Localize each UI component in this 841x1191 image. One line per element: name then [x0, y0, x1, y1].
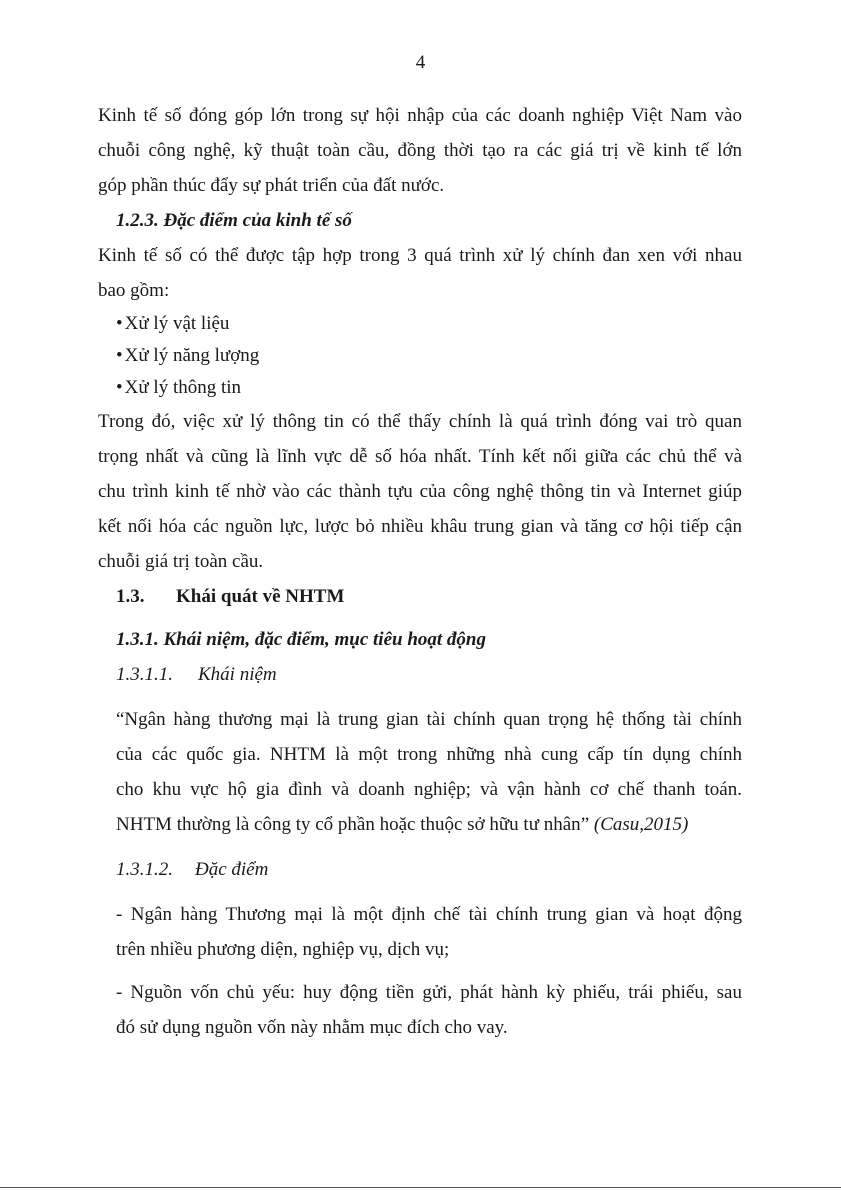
- heading-text: Đặc điểm: [195, 859, 269, 880]
- paragraph-information-processing: [98, 404, 742, 579]
- text-line: - Nguồn vốn chủ yếu: huy động tiền gửi, phát hành kỳ phiếu, trái phiếu, sau: [116, 982, 742, 1003]
- text-line: của các quốc gia. NHTM là một trong những nhà cung cấp tín dụng chính: [116, 744, 742, 765]
- heading-text: Khái quát về NHTM: [176, 586, 345, 607]
- text-line: đó sử dụng nguồn vốn này nhằm mục đích cho vay.: [116, 1017, 508, 1038]
- bullet-icon: •: [116, 377, 123, 398]
- text-line: trọng nhất và cũng là lĩnh vực dễ số hóa nhất. Tính kết nối giữa các chủ thể và: [98, 446, 742, 467]
- paragraph-digital-economy-contribution: [98, 98, 742, 203]
- text-line: trên nhiều phương diện, nghiệp vụ, dịch vụ;: [116, 939, 450, 960]
- text-line: - Ngân hàng Thương mại là một định chế tài chính trung gian và hoạt động: [116, 904, 742, 925]
- page-bottom-rule: [0, 1187, 841, 1188]
- citation: (Casu,2015): [593, 814, 689, 835]
- list-item-text: Xử lý vật liệu: [124, 313, 230, 334]
- text-line: “Ngân hàng thương mại là trung gian tài chính quan trọng hệ thống tài chính: [116, 709, 742, 730]
- heading-1-3: [98, 579, 742, 614]
- heading-number: 1.3.1.1.: [116, 664, 173, 685]
- page-content: [98, 98, 742, 1045]
- bullet-icon: •: [116, 345, 123, 366]
- text-line: [116, 807, 742, 842]
- paragraph-three-processes: [98, 238, 742, 308]
- heading-number: 1.3.1.2.: [116, 859, 173, 880]
- paragraph-bank-definition-quote: [98, 702, 742, 842]
- text-line: bao gồm:: [98, 280, 170, 301]
- quote-text: NHTM thường là công ty cổ phần hoặc thuộc sở hữu tư nhân: [116, 814, 581, 835]
- quote-close-mark: ”: [580, 814, 590, 835]
- list-item: [98, 308, 742, 340]
- list-item-text: Xử lý năng lượng: [124, 345, 260, 366]
- bullet-list: [98, 308, 742, 404]
- page-number: 4: [415, 52, 426, 73]
- list-item-text: Xử lý thông tin: [124, 377, 242, 398]
- text-line: kết nối hóa các nguồn lực, lược bỏ nhiều khâu trung gian và tăng cơ hội tiếp cận: [98, 516, 742, 537]
- heading-1-3-1-1: [98, 657, 742, 692]
- text-line: góp phần thúc đẩy sự phát triển của đất nước.: [98, 175, 445, 196]
- text-line: Kinh tế số có thể được tập hợp trong 3 quá trình xử lý chính đan xen với nhau: [98, 245, 742, 266]
- heading-1-3-1-2: [98, 852, 742, 887]
- text-line: Kinh tế số đóng góp lớn trong sự hội nhập của các doanh nghiệp Việt Nam vào: [98, 105, 742, 126]
- bullet-icon: •: [116, 313, 123, 334]
- heading-1-3-1: 1.3.1. Khái niệm, đặc điểm, mục tiêu hoạt động: [116, 629, 486, 650]
- text-line: chuỗi giá trị toàn cầu.: [98, 551, 264, 572]
- list-item: [98, 340, 742, 372]
- text-line: chuỗi công nghệ, kỹ thuật toàn cầu, đồng thời tạo ra các giá trị về kinh tế lớn: [98, 140, 742, 161]
- text-line: chu trình kinh tế nhờ vào các thành tựu của công nghệ thông tin và Internet giúp: [98, 481, 742, 502]
- list-item: [98, 372, 742, 404]
- paragraph-characteristic-1: [98, 897, 742, 967]
- text-line: cho khu vực hộ gia đình và doanh nghiệp; và vận hành cơ chế thanh toán.: [116, 779, 742, 800]
- heading-text: Khái niệm: [198, 664, 277, 685]
- heading-number: 1.3.: [116, 586, 145, 607]
- heading-1-2-3: 1.2.3. Đặc điểm của kinh tế số: [116, 210, 352, 231]
- text-line: Trong đó, việc xử lý thông tin có thể thấy chính là quá trình đóng vai trò quan: [98, 411, 742, 432]
- paragraph-characteristic-2: [98, 975, 742, 1045]
